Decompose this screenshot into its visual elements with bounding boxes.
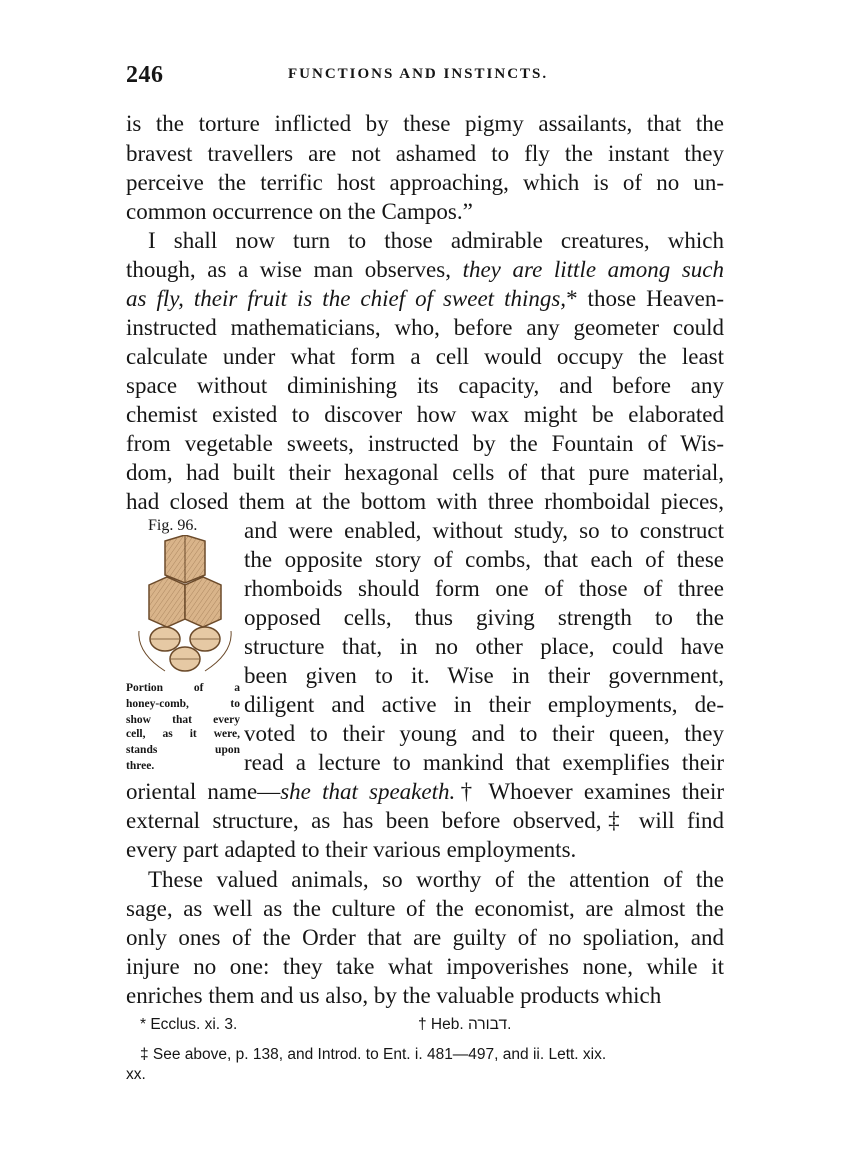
honeycomb-figure: [135, 535, 235, 675]
text-line: [126, 488, 724, 516]
text-line: [126, 169, 724, 197]
footnote-star: * Ecclus. xi. 3.: [140, 1016, 238, 1033]
text-line: [126, 866, 724, 894]
comb-rhomboids: [149, 577, 221, 627]
caption-line: Portion of a: [126, 682, 240, 694]
text-line: [126, 953, 724, 981]
text-line: [244, 662, 724, 690]
text-line: [244, 604, 724, 632]
text-run: voted to their young and to their queen, they: [244, 721, 724, 746]
text-line: [126, 372, 724, 400]
text-run: rhomboids should form one of those of three: [244, 576, 724, 601]
text-run: These valued animals, so worthy of the attention of the: [148, 867, 724, 892]
text-run: diligent and active in their employments, de-: [244, 692, 724, 717]
text-line: [126, 110, 724, 138]
text-line: [126, 227, 724, 255]
italic-text: she that speaketh.: [280, 779, 456, 804]
text-line: [126, 982, 724, 1010]
text-run: read a lecture to mankind that exemplifies their: [244, 750, 724, 775]
caption-line: cell, as it were,: [126, 728, 240, 740]
comb-cell-ends: [139, 627, 231, 671]
text-run: bravest travellers are not ashamed to fly the instant they: [126, 141, 724, 166]
text-run: enriches them and us also, by the valuable products which: [126, 983, 662, 1008]
caption-line: three.: [126, 760, 155, 772]
text-line: [126, 343, 724, 371]
text-line: [244, 749, 724, 777]
text-line: [244, 546, 724, 574]
text-run: common occurrence on the Campos.”: [126, 199, 473, 224]
text-run: perceive the terrific host approaching, which is of no un-: [126, 170, 724, 195]
text-line: [126, 256, 724, 284]
text-line: [244, 691, 724, 719]
text-line: [126, 778, 724, 806]
text-line: [244, 517, 724, 545]
text-run: external structure, as has been before observed,‡ will find: [126, 808, 724, 833]
text-run: † Whoever examines their: [455, 779, 724, 804]
text-run: had closed them at the bottom with three rhomboidal pieces,: [126, 489, 724, 514]
caption-line: show that every: [126, 714, 240, 726]
text-run: been given to it. Wise in their government,: [244, 663, 724, 688]
text-run: opposed cells, thus giving strength to the: [244, 605, 724, 630]
text-line: [126, 140, 724, 168]
text-run: only ones of the Order that are guilty of no spoliation, and: [126, 925, 724, 950]
footnote-ddagger: ‡ See above, p. 138, and Introd. to Ent. i. 481—497, and ii. Lett. xix.: [140, 1046, 607, 1063]
text-run: chemist existed to discover how wax might be elaborated: [126, 402, 724, 427]
text-run: I shall now turn to those admirable creatures, which: [148, 228, 724, 253]
text-line: [126, 198, 724, 226]
text-line: [126, 285, 724, 313]
caption-line: honey-comb, to: [126, 698, 240, 710]
text-run: space without diminishing its capacity, and before any: [126, 373, 724, 398]
text-run: and were enabled, without study, so to construct: [244, 518, 724, 543]
text-line: [126, 401, 724, 429]
footnote-dagger: † Heb. דבורה.: [418, 1016, 512, 1033]
footnote-ddagger-continued: xx.: [126, 1066, 146, 1083]
text-line: [244, 575, 724, 603]
text-run: from vegetable sweets, instructed by the Fountain of Wis-: [126, 431, 724, 456]
text-line: [126, 459, 724, 487]
italic-text: they are little among such: [462, 257, 724, 282]
text-run: * those Heaven-: [566, 286, 724, 311]
text-line: [126, 314, 724, 342]
text-run: dom, had built their hexagonal cells of that pure material,: [126, 460, 724, 485]
running-head: FUNCTIONS AND INSTINCTS.: [288, 66, 549, 82]
text-run: though, as a wise man observes,: [126, 257, 463, 282]
page-number: 246: [126, 62, 164, 88]
text-line: [126, 430, 724, 458]
text-run: is the torture inflicted by these pigmy assailants, that the: [126, 111, 724, 136]
text-run: injure no one: they take what impoverishes none, while it: [126, 954, 724, 979]
page-header: [126, 60, 724, 94]
italic-text: as fly, their fruit is the chief of sweet things,: [126, 286, 567, 311]
text-line: [244, 720, 724, 748]
text-run: calculate under what form a cell would occupy the least: [126, 344, 724, 369]
text-run: structure that, in no other place, could have: [244, 634, 724, 659]
text-line: [126, 895, 724, 923]
comb-stem: [165, 535, 205, 583]
text-run: oriental name—: [126, 779, 281, 804]
text-run: sage, as well as the culture of the economist, are almost the: [126, 896, 724, 921]
figure-label: Fig. 96.: [148, 517, 198, 534]
text-line: [126, 924, 724, 952]
text-run: the opposite story of combs, that each of these: [244, 547, 724, 572]
text-run: instructed mathematicians, who, before any geometer could: [126, 315, 724, 340]
text-line: [126, 807, 724, 835]
text-line: [244, 633, 724, 661]
text-line: [126, 836, 724, 864]
caption-line: stands upon: [126, 744, 240, 756]
text-run: every part adapted to their various employments.: [126, 837, 577, 862]
